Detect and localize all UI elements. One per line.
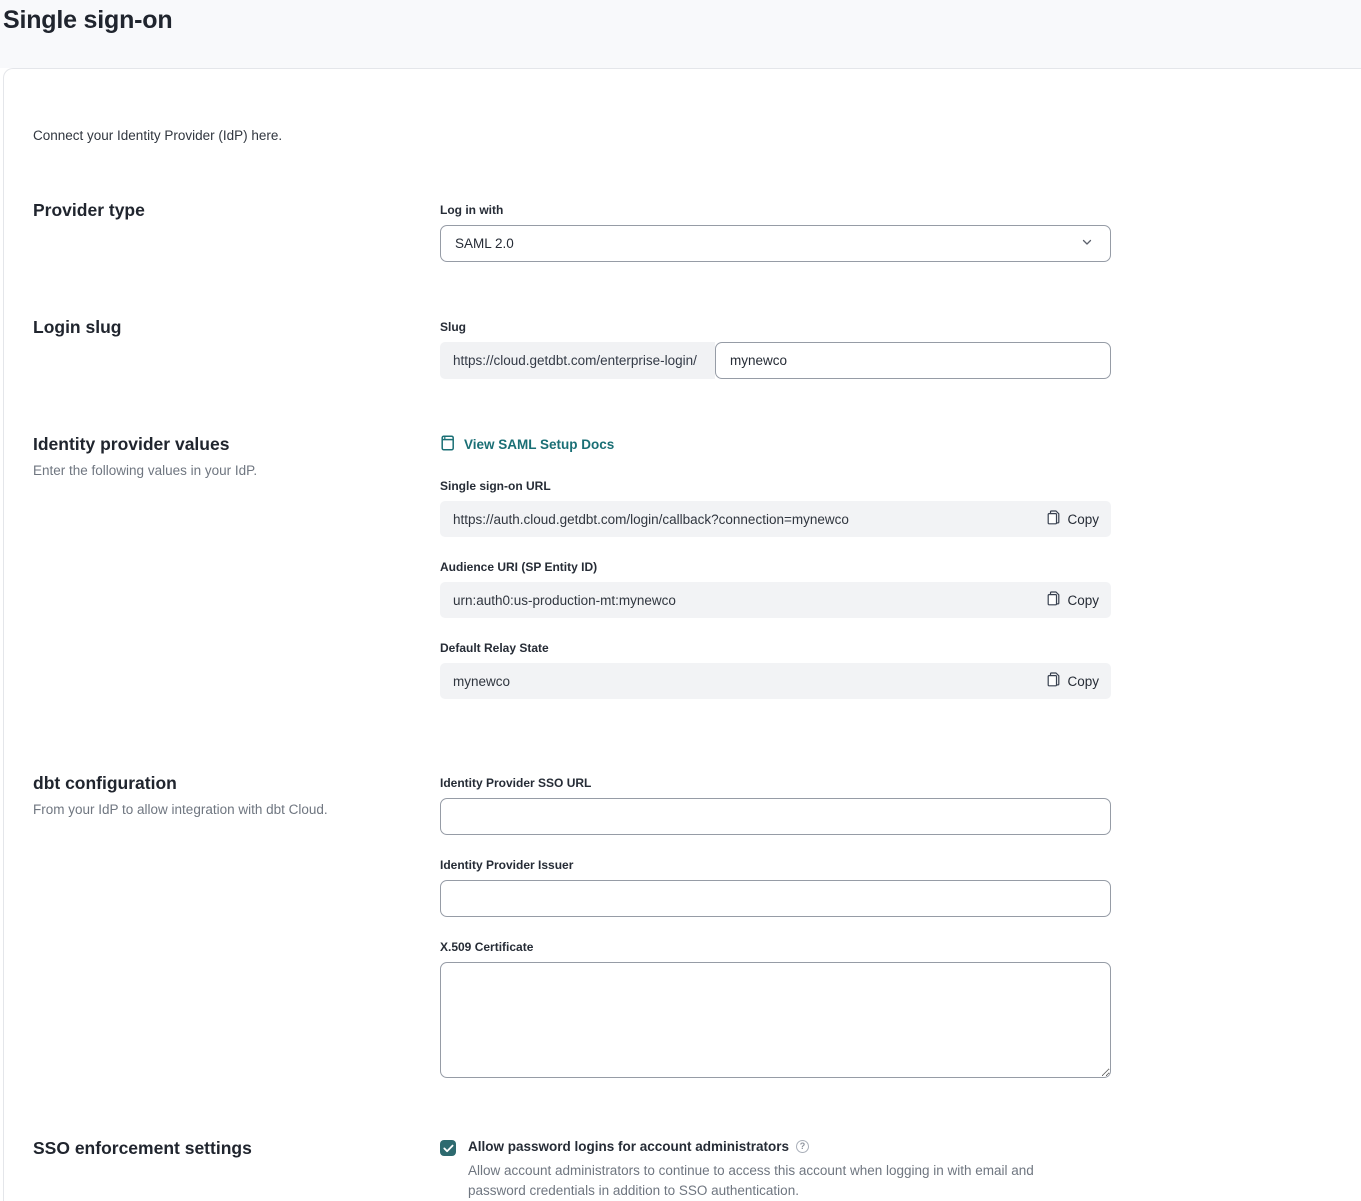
x509-certificate-label: X.509 Certificate	[440, 940, 534, 954]
dbt-config-left	[33, 772, 440, 819]
copy-button-label: Copy	[1067, 673, 1099, 689]
provider-type-selected-value: SAML 2.0	[455, 236, 514, 251]
login-with-label: Log in with	[440, 203, 504, 217]
login-slug-heading: Login slug	[33, 317, 122, 337]
sso-url-value-box	[440, 501, 1111, 537]
copy-icon	[1047, 672, 1060, 690]
idp-sso-url-label: Identity Provider SSO URL	[440, 776, 592, 790]
dbt-config-right	[440, 772, 1111, 1083]
slug-field-group	[440, 342, 1111, 379]
idp-values-left	[33, 433, 440, 480]
copy-sso-url-button[interactable]	[1047, 510, 1099, 528]
intro-text: Connect your Identity Provider (IdP) here.	[33, 128, 283, 143]
dbt-config-subtitle: From your IdP to allow integration with dbt Cloud.	[33, 802, 328, 817]
idp-sso-url-input[interactable]	[440, 798, 1111, 835]
help-circle-icon[interactable]	[796, 1140, 809, 1153]
allow-password-logins-text	[468, 1139, 1093, 1201]
settings-panel	[3, 68, 1361, 1201]
copy-icon	[1047, 591, 1060, 609]
section-provider-type	[33, 199, 1361, 262]
section-sso-enforcement	[33, 1137, 1361, 1201]
copy-icon	[1047, 510, 1060, 528]
audience-uri-label: Audience URI (SP Entity ID)	[440, 560, 598, 574]
allow-password-logins-description: Allow account administrators to continue to access this account when logging in with email and password credentials in addition to SSO authentication.	[468, 1163, 1034, 1198]
section-idp-values	[33, 433, 1361, 718]
section-dbt-configuration	[33, 772, 1361, 1083]
sso-enforcement-heading: SSO enforcement settings	[33, 1138, 252, 1158]
sso-enforcement-right	[440, 1137, 1111, 1201]
view-saml-setup-docs-link[interactable]	[440, 435, 614, 454]
provider-type-left	[33, 199, 440, 222]
book-icon	[440, 435, 455, 454]
idp-values-heading: Identity provider values	[33, 434, 230, 454]
copy-relay-state-button[interactable]	[1047, 672, 1099, 690]
idp-issuer-label: Identity Provider Issuer	[440, 858, 574, 872]
copy-button-label: Copy	[1067, 511, 1099, 527]
sso-url-label: Single sign-on URL	[440, 479, 551, 493]
slug-input[interactable]	[715, 342, 1111, 379]
relay-state-label: Default Relay State	[440, 641, 549, 655]
page-header	[0, 0, 1361, 68]
provider-type-right	[440, 199, 1111, 262]
provider-type-heading: Provider type	[33, 200, 145, 220]
copy-audience-uri-button[interactable]	[1047, 591, 1099, 609]
relay-state-value-box	[440, 663, 1111, 699]
allow-password-logins-label-row	[468, 1139, 1093, 1154]
allow-password-logins-label: Allow password logins for account administrators	[468, 1139, 790, 1154]
login-slug-left	[33, 316, 440, 339]
allow-password-logins-row	[440, 1137, 1111, 1201]
copy-button-label: Copy	[1067, 592, 1099, 608]
page-title: Single sign-on	[3, 6, 173, 34]
audience-uri-value-box	[440, 582, 1111, 618]
audience-uri-value: urn:auth0:us-production-mt:mynewco	[453, 592, 676, 608]
idp-values-subtitle: Enter the following values in your IdP.	[33, 463, 258, 478]
allow-password-logins-checkbox[interactable]	[440, 1140, 456, 1156]
sso-url-value: https://auth.cloud.getdbt.com/login/callback?connection=mynewco	[453, 511, 849, 527]
idp-values-right	[440, 433, 1111, 718]
docs-link-label: View SAML Setup Docs	[464, 437, 615, 452]
dbt-config-heading: dbt configuration	[33, 773, 177, 793]
slug-label: Slug	[440, 320, 466, 334]
section-login-slug	[33, 316, 1361, 379]
relay-state-value: mynewco	[453, 673, 511, 689]
login-slug-right	[440, 316, 1111, 379]
chevron-down-icon	[1081, 236, 1093, 251]
checkmark-icon	[443, 1144, 454, 1153]
idp-issuer-input[interactable]	[440, 880, 1111, 917]
slug-url-prefix: https://cloud.getdbt.com/enterprise-login/	[440, 342, 715, 379]
provider-type-select[interactable]	[440, 225, 1111, 262]
x509-certificate-textarea[interactable]	[440, 962, 1111, 1078]
